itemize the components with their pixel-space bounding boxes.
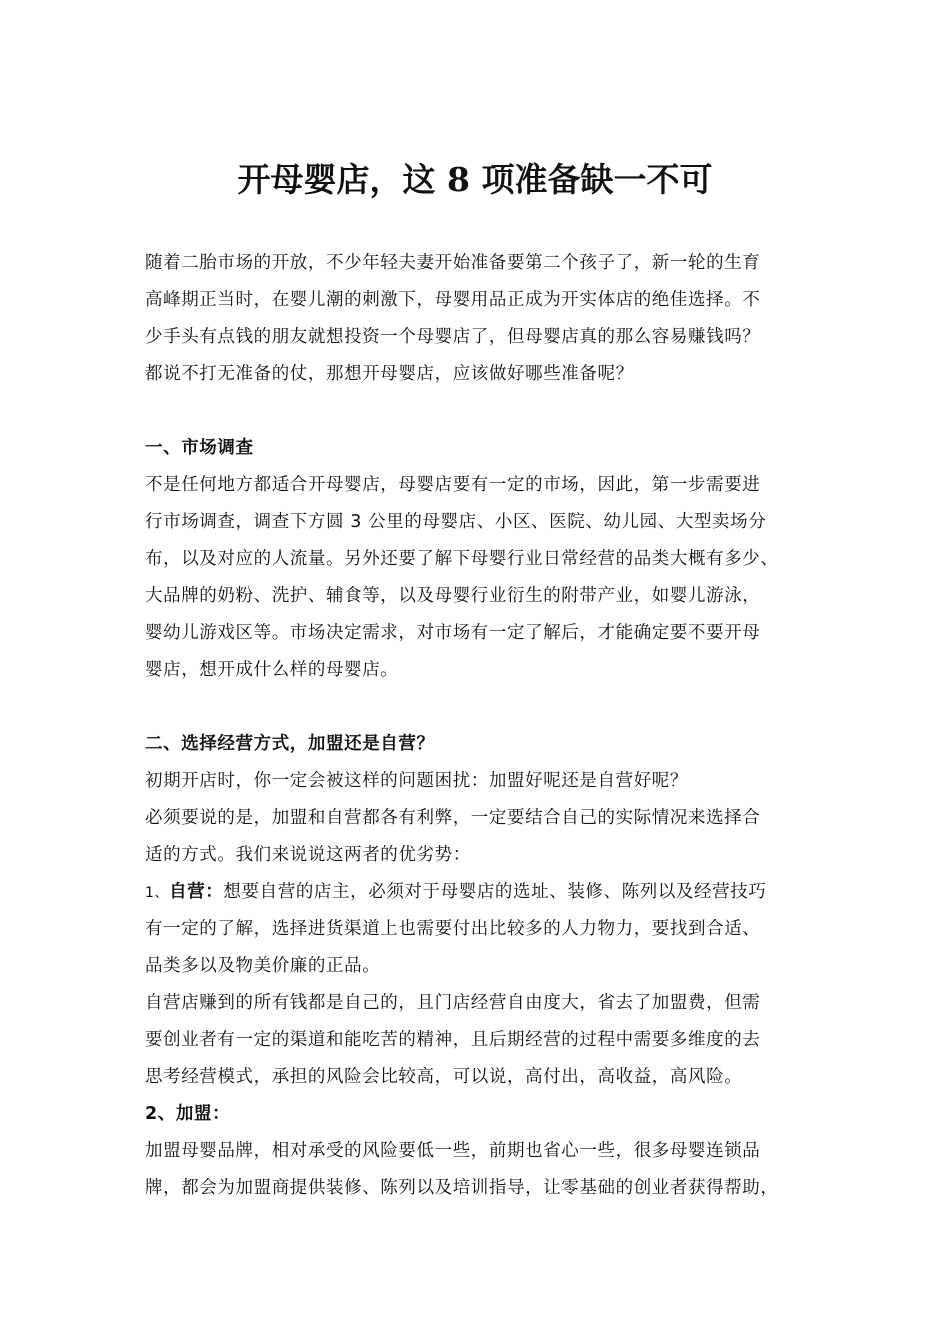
section-heading-business-mode: 二、选择经营方式，加盟还是自营？ (145, 734, 435, 754)
document-title: 开母婴店，这 8 项准备缺一不可 (237, 160, 713, 199)
document-body (145, 245, 825, 1207)
section2-line: 初期开店时，你一定会被这样的问题困扰：加盟好呢还是自营好呢？ (145, 771, 688, 791)
self-operated-line: 自营店赚到的所有钱都是自己的，且门店经营自由度大，省去了加盟费，但需 (145, 993, 761, 1013)
intro-line: 都说不打无准备的仗，那想开母婴店，应该做好哪些准备呢？ (145, 364, 634, 384)
intro-line: 随着二胎市场的开放，不少年轻夫妻开始准备要第二个孩子了，新一轮的生育 (145, 253, 761, 273)
franchise-line: 加盟母婴品牌，相对承受的风险要低一些，前期也省心一些，很多母婴连锁品 (145, 1141, 761, 1161)
self-operated-line: 要创业者有一定的渠道和能吃苦的精神，且后期经营的过程中需要多维度的去 (145, 1030, 761, 1050)
intro-line: 高峰期正当时，在婴儿潮的刺激下，母婴用品正成为开实体店的绝佳选择。不 (145, 290, 761, 310)
self-operated-line: 思考经营模式，承担的风险会比较高，可以说，高付出，高收益，高风险。 (145, 1067, 743, 1087)
paragraph-gap (145, 689, 825, 726)
section1-line: 布，以及对应的人流量。另外还要了解下母婴行业日常经营的品类大概有多少、 (145, 549, 779, 569)
item-number: 1、 (145, 885, 170, 901)
section2-line: 必须要说的是，加盟和自营都各有利弊，一定要结合自己的实际情况来选择合 (145, 808, 761, 828)
intro-line: 少手头有点钱的朋友就想投资一个母婴店了，但母婴店真的那么容易赚钱吗？ (145, 327, 761, 347)
section2-line: 适的方式。我们来说说这两者的优劣势： (145, 845, 471, 865)
section1-line: 不是任何地方都适合开母婴店，母婴店要有一定的市场，因此，第一步需要进 (145, 475, 761, 495)
item-first-line: 想要自营的店主，必须对于母婴店的选址、装修、陈列以及经营技巧 (223, 882, 767, 902)
section1-line: 婴幼儿游戏区等。市场决定需求，对市场有一定了解后，才能确定要不要开母 (145, 623, 761, 643)
self-operated-line: 有一定的了解，选择进货渠道上也需要付出比较多的人力物力，要找到合适、 (145, 919, 761, 939)
self-operated-item (145, 874, 825, 911)
item-label-franchise: 2、加盟： (145, 1104, 231, 1124)
self-operated-line: 品类多以及物美价廉的正品。 (145, 956, 381, 976)
paragraph-gap (145, 393, 825, 430)
section1-line: 行市场调查，调查下方圆 3 公里的母婴店、小区、医院、幼儿园、大型卖场分 (145, 512, 767, 532)
section1-line: 大品牌的奶粉、洗护、辅食等，以及母婴行业衍生的附带产业，如婴儿游泳， (145, 586, 761, 606)
section-heading-market-research: 一、市场调查 (145, 438, 254, 458)
item-label-self-operated: 自营： (169, 882, 224, 902)
franchise-line: 牌，都会为加盟商提供装修、陈列以及培训指导，让零基础的创业者获得帮助， (145, 1178, 779, 1198)
section1-line: 婴店，想开成什么样的母婴店。 (145, 660, 399, 680)
